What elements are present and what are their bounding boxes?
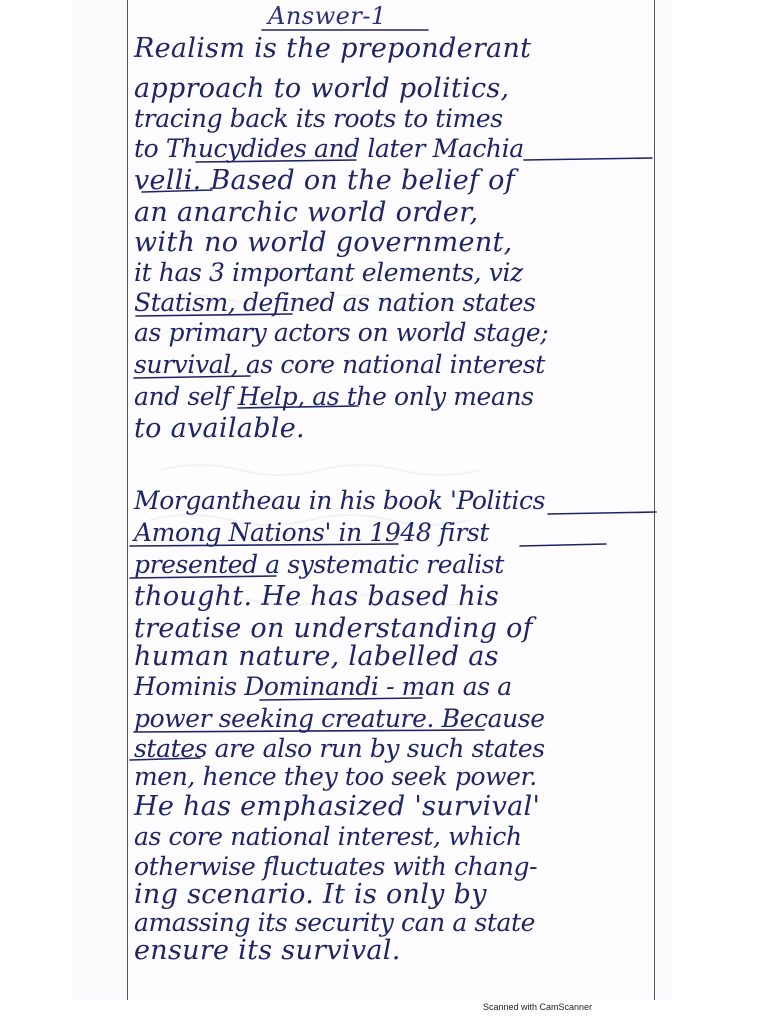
text-line: and self Help, as the only means bbox=[134, 382, 534, 411]
text-line: power seeking creature. Because bbox=[134, 704, 545, 733]
text-line: Hominis Dominandi - man as a bbox=[134, 672, 512, 701]
text-line: as core national interest, which bbox=[134, 822, 522, 851]
underline-first bbox=[520, 544, 606, 546]
text-line: Realism is the preponderant bbox=[134, 33, 532, 64]
text-line: Among Nations' in 1948 first bbox=[134, 518, 489, 547]
underline-machiavelli bbox=[524, 158, 652, 160]
text-line: to available. bbox=[134, 413, 305, 444]
underline-velli bbox=[142, 190, 212, 192]
underline-states bbox=[130, 758, 200, 760]
underline-dominandi bbox=[260, 698, 422, 700]
text-line: to Thucydides and later Machia bbox=[134, 134, 524, 163]
underline-among-nations bbox=[130, 544, 398, 546]
text-line: approach to world politics, bbox=[134, 73, 510, 104]
text-line: as primary actors on world stage; bbox=[134, 318, 549, 347]
text-line: Morgantheau in his book 'Politics bbox=[134, 486, 546, 515]
text-line: human nature, labelled as bbox=[134, 641, 499, 672]
text-line: states are also run by such states bbox=[134, 734, 545, 763]
text-line: Statism, defined as nation states bbox=[134, 288, 536, 317]
text-line: amassing its security can a state bbox=[134, 908, 536, 937]
text-line: presented a systematic realist bbox=[134, 550, 504, 579]
text-line: it has 3 important elements, viz bbox=[134, 258, 523, 287]
text-line: men, hence they too seek power. bbox=[134, 762, 537, 791]
underline-presented bbox=[130, 576, 276, 578]
text-line: He has emphasized 'survival' bbox=[134, 791, 541, 822]
answer-heading: Answer-1 bbox=[268, 2, 387, 30]
text-line: with no world government, bbox=[134, 227, 513, 258]
text-line: velli. Based on the belief of bbox=[134, 165, 516, 196]
text-line: ing scenario. It is only by bbox=[134, 879, 487, 910]
underline-politics bbox=[548, 512, 656, 514]
underline-statism bbox=[136, 314, 292, 316]
text-line: thought. He has based his bbox=[134, 581, 500, 612]
underline-self-help bbox=[238, 406, 358, 408]
underline-thucydides bbox=[196, 160, 356, 162]
scanner-watermark: Scanned with CamScanner bbox=[482, 1002, 592, 1012]
text-line: tracing back its roots to times bbox=[134, 104, 503, 133]
text-line: ensure its survival. bbox=[134, 935, 401, 966]
text-line: an anarchic world order, bbox=[134, 197, 479, 228]
text-line: survival, as core national interest bbox=[134, 350, 545, 379]
text-line: otherwise fluctuates with chang- bbox=[134, 852, 538, 881]
underline-power-seeking bbox=[134, 730, 484, 732]
text-line: treatise on understanding of bbox=[134, 613, 533, 644]
underline-survival bbox=[134, 376, 250, 378]
